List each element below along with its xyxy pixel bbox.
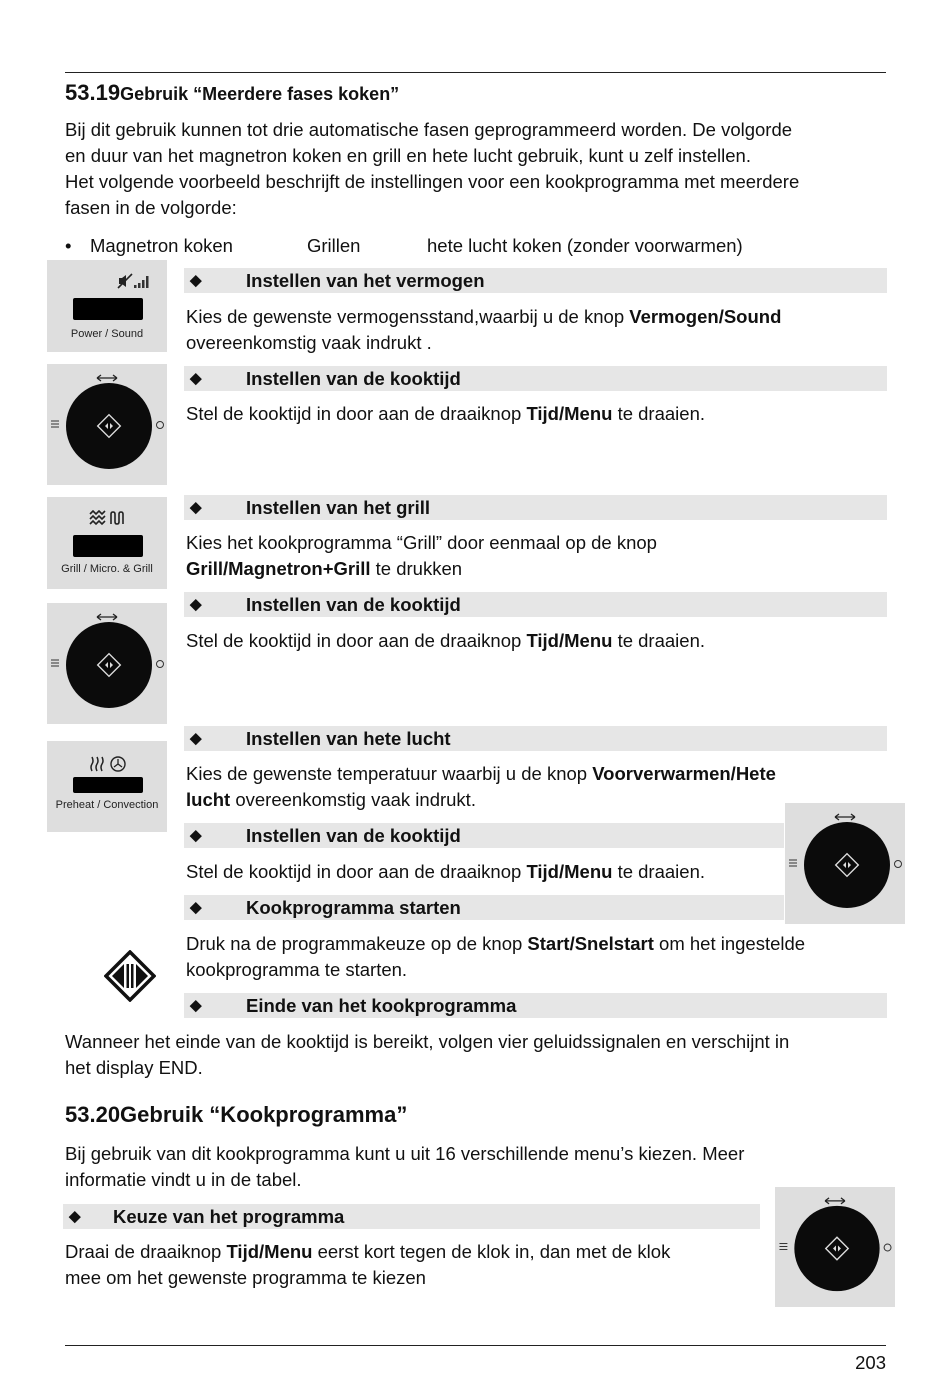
sequence-step-3: hete lucht koken (zonder voorwarmen) [427,235,743,256]
button-name: Vermogen/Sound [629,306,782,327]
diamond-bullet-icon: ◆ [190,997,202,1014]
rotary-knob-icon [775,1187,895,1307]
button-name: Grill/Magnetron+Grill [186,558,371,579]
step-title: Keuze van het programma [113,1206,345,1227]
text-run: Wanneer het einde van de kooktijd is bereikt, volgen vier geluidssignalen en verschijnt in [65,1031,790,1052]
step-text-start [186,931,886,983]
text-run: Druk na de programmakeuze op de knop [186,933,528,954]
intro-line: Bij gebruik van dit kookprogramma kunt u uit 16 verschillende menu’s kiezen. Meer [65,1143,745,1164]
section-heading-53-20: 53.20Gebruik “Kookprogramma” [65,1102,408,1127]
step-text-choice [65,1239,765,1291]
button-name: Tijd/Menu [526,861,613,882]
text-run: het display END. [65,1057,203,1078]
text-run: Kies de gewenste temperatuur waarbij u de knop [186,763,593,784]
sequence-step-1: Magnetron koken [90,235,233,256]
step-text-power [186,304,886,356]
grill-micro-icon [89,510,129,526]
diamond-bullet-icon: ◆ [190,899,202,916]
rotary-knob-icon [47,364,167,485]
step-bar-end [184,993,887,1018]
mute-icon [117,273,133,289]
section-title: Gebruik “Meerdere fases koken” [120,84,400,104]
button-name: Voorverwarmen/Hete [592,763,776,784]
intro-line: fasen in de volgorde: [65,197,237,218]
diamond-bullet-icon: ◆ [190,272,202,289]
step-title: Instellen van de kooktijd [246,594,461,615]
text-run: te draaien. [612,630,706,651]
text-run: Stel de kooktijd in door aan de draaiknop [186,861,527,882]
preheat-display [73,777,143,793]
sequence-step-2: Grillen [307,235,361,256]
text-run: Kies het kookprogramma “Grill” door eenmaal op de knop [186,532,657,553]
time-menu-knob-panel [785,803,905,924]
top-rule [65,72,886,73]
text-run: te draaien. [612,861,706,882]
step-bar-grill [184,495,887,520]
button-name: Tijd/Menu [526,630,613,651]
step-title: Einde van het kookprogramma [246,995,517,1016]
preheat-convection-icon [89,755,129,773]
step-text-time-2 [186,628,886,654]
section-heading-53-19 [65,80,399,106]
rotary-knob-icon [785,803,905,924]
preheat-convection-panel [47,741,167,832]
text-run: Draai de draaiknop [65,1241,227,1262]
power-sound-label: Power / Sound [70,328,144,340]
intro-line: en duur van het magnetron koken en grill en hete lucht gebruik, kunt u zelf instellen. [65,145,751,166]
grill-micro-panel [47,497,167,589]
time-menu-knob-panel [47,364,167,485]
start-button-icon [104,950,156,1002]
diamond-bullet-icon: ◆ [190,499,202,516]
text-run: kookprogramma te starten. [186,959,408,980]
page-number: 203 [855,1352,886,1373]
text-run: eerst kort tegen de klok in, dan met de klok [312,1241,671,1262]
step-text-time-3 [186,859,786,885]
time-menu-knob-panel [775,1187,895,1307]
step-bar-time-2 [184,592,887,617]
section-number: 53.19 [65,80,121,105]
button-name: Start/Snelstart [527,933,654,954]
step-title: Kookprogramma starten [246,897,461,918]
step-text-grill [186,530,886,582]
list-bullet-icon: • [65,235,72,256]
step-text-end [65,1029,895,1081]
time-menu-knob-panel [47,603,167,724]
intro-paragraph [65,117,895,221]
preheat-convection-label: Preheat / Convection [55,799,159,811]
text-run: overeenkomstig vaak indrukt. [230,789,476,810]
step-title: Instellen van het vermogen [246,270,485,291]
step-bar-choice [63,1204,760,1229]
grill-display [73,535,143,557]
text-run: overeenkomstig vaak indrukt . [186,332,432,353]
bottom-rule [65,1345,886,1346]
power-display [73,298,143,320]
diamond-bullet-icon: ◆ [190,730,202,747]
power-bars-icon [133,274,155,290]
text-run: te drukken [370,558,463,579]
step-title: Instellen van het grill [246,497,431,518]
text-run: Stel de kooktijd in door aan de draaiknop [186,403,527,424]
step-text-hot-air [186,761,886,813]
step-bar-time-3 [184,823,784,848]
intro-line: informatie vindt u in de tabel. [65,1169,302,1190]
text-run: Stel de kooktijd in door aan de draaiknop [186,630,527,651]
sequence-bullet [65,233,743,259]
step-text-time-1 [186,401,886,427]
step-bar-start [184,895,784,920]
button-name: lucht [186,789,231,810]
step-title: Instellen van de kooktijd [246,368,461,389]
diamond-bullet-icon: ◆ [190,370,202,387]
grill-micro-label: Grill / Micro. & Grill [61,563,153,575]
rotary-knob-icon [47,603,167,724]
text-run: te draaien. [612,403,706,424]
diamond-bullet-icon: ◆ [69,1208,81,1225]
button-name: Tijd/Menu [226,1241,313,1262]
step-title: Instellen van de kooktijd [246,825,461,846]
intro-paragraph-53-20 [65,1141,895,1193]
text-run: Kies de gewenste vermogensstand,waarbij u de knop [186,306,630,327]
step-bar-time-1 [184,366,887,391]
power-sound-panel [47,260,167,352]
button-name: Tijd/Menu [526,403,613,424]
intro-line: Het volgende voorbeeld beschrijft de instellingen voor een kookprogramma met meerdere [65,171,800,192]
diamond-bullet-icon: ◆ [190,827,202,844]
step-bar-hot-air [184,726,887,751]
diamond-bullet-icon: ◆ [190,596,202,613]
step-title: Instellen van hete lucht [246,728,451,749]
text-run: mee om het gewenste programma te kiezen [65,1267,426,1288]
step-bar-power [184,268,887,293]
intro-line: Bij dit gebruik kunnen tot drie automatische fasen geprogrammeerd worden. De volgorde [65,119,793,140]
text-run: om het ingestelde [653,933,806,954]
